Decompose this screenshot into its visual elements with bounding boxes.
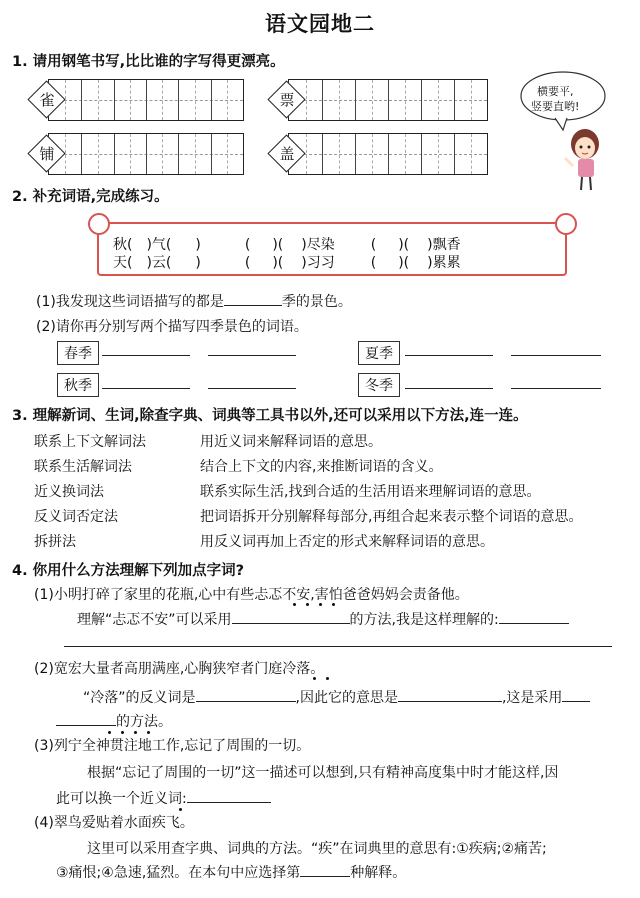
- grid-cell-divider: [322, 80, 323, 120]
- season-blank[interactable]: [224, 291, 282, 306]
- grid-cell-divider: [388, 134, 389, 174]
- method-right[interactable]: 把词语拆开分别解释每部分,再组合起来表示整个词语的意思。: [200, 509, 583, 525]
- bubble-line-1: 横要平,: [537, 85, 574, 98]
- q2-sub2: (2)请你再分别写两个描写四季景色的词语。: [36, 319, 308, 335]
- idiom-row-1: 秋( )气( ) ( )( )尽染 ( )( )飘香: [113, 237, 461, 253]
- corner-decoration: [88, 213, 110, 235]
- grid-cell-divider: [146, 134, 147, 174]
- grid-cell-divider: [146, 80, 147, 120]
- writing-grid-que[interactable]: [48, 79, 244, 121]
- answer-blank[interactable]: [398, 687, 502, 702]
- grid-cell-guide: [405, 80, 406, 120]
- grid-cell-divider: [114, 134, 115, 174]
- method-right[interactable]: 结合上下文的内容,来推断词语的含义。: [200, 459, 443, 475]
- grid-cell-divider: [421, 134, 422, 174]
- grid-cell-guide: [438, 80, 439, 120]
- q3-heading: 3. 理解新词、生词,除查字典、词典等工具书以外,还可以采用以下方法,连一连。: [12, 408, 528, 424]
- char-pu: 铺: [39, 145, 55, 163]
- grid-cell-guide: [195, 134, 196, 174]
- method-right[interactable]: 联系实际生活,找到合适的生活用语来理解词语的意思。: [200, 484, 541, 500]
- grid-cell-guide: [405, 134, 406, 174]
- grid-cell-divider: [81, 134, 82, 174]
- method-left[interactable]: 近义换词法: [34, 484, 104, 500]
- answer-line[interactable]: [64, 646, 612, 647]
- grid-cell-guide: [98, 134, 99, 174]
- method-right[interactable]: 用近义词来解释词语的意思。: [200, 434, 382, 450]
- grid-cell-divider: [211, 134, 212, 174]
- grid-cell-divider: [355, 134, 356, 174]
- answer-blank[interactable]: [300, 862, 350, 877]
- corner-decoration: [555, 213, 577, 235]
- grid-cell-guide: [372, 134, 373, 174]
- grid-cell-guide: [195, 80, 196, 120]
- grid-cell-guide: [162, 80, 163, 120]
- answer-blank[interactable]: [56, 711, 116, 726]
- grid-cell-divider: [355, 80, 356, 120]
- answer-line[interactable]: [405, 355, 493, 356]
- season-spring: 春季: [57, 341, 99, 365]
- q4-3-prompt: 根据“忘记了周围的一切”这一描述可以想到,只有精神高度集中时才能这样,因: [87, 765, 559, 781]
- q4-heading: 4. 你用什么方法理解下列加点字词?: [12, 563, 245, 579]
- grid-cell-guide: [438, 134, 439, 174]
- grid-cell-guide: [339, 134, 340, 174]
- method-right[interactable]: 用反义词再加上否定的形式来解释词语的意思。: [200, 534, 494, 550]
- grid-cell-guide: [130, 80, 131, 120]
- q2-heading: 2. 补充词语,完成练习。: [12, 189, 169, 205]
- q4-sentence-3: (3)列宁全神贯注地工作,忘记了周围的一切。: [34, 738, 311, 754]
- grid-cell-guide: [98, 80, 99, 120]
- grid-cell-guide: [471, 134, 472, 174]
- q4-4-prompt: 这里可以采用查字典、词典的方法。“疾”在词典里的意思有:①疾病;②痛苦;: [87, 841, 547, 857]
- answer-line[interactable]: [102, 388, 190, 389]
- grid-cell-divider: [81, 80, 82, 120]
- answer-line[interactable]: [511, 388, 601, 389]
- writing-grid-pu[interactable]: [48, 133, 244, 175]
- season-summer: 夏季: [358, 341, 400, 365]
- page-title: 语文园地二: [265, 12, 375, 36]
- q4-1-prompt: 理解“忐忑不安”可以采用 的方法,我是这样理解的:: [77, 609, 569, 629]
- q4-4-prompt-cont: ③痛恨;④急速,猛烈。在本句中应选择第 种解释。: [56, 862, 406, 882]
- grid-cell-divider: [211, 80, 212, 120]
- grid-cell-guide: [130, 134, 131, 174]
- method-left[interactable]: 拆拼法: [34, 534, 76, 550]
- grid-cell-guide: [227, 80, 228, 120]
- q4-sentence-4: (4)翠鸟爱贴着水面疾飞。: [34, 815, 194, 831]
- grid-cell-divider: [322, 134, 323, 174]
- method-left[interactable]: 联系生活解词法: [34, 459, 132, 475]
- q4-sentence-2: (2)宽宏大量者高朋满座,心胸狭窄者门庭冷落。: [34, 661, 325, 677]
- char-que: 雀: [39, 91, 55, 109]
- grid-cell-divider: [421, 80, 422, 120]
- grid-cell-divider: [454, 134, 455, 174]
- answer-line[interactable]: [208, 388, 296, 389]
- char-piao: 票: [279, 91, 295, 109]
- q2-sub1: (1)我发现这些词语描写的都是 季的景色。: [36, 291, 352, 311]
- grid-cell-divider: [454, 80, 455, 120]
- grid-cell-divider: [388, 80, 389, 120]
- writing-grid-piao[interactable]: [288, 79, 488, 121]
- grid-cell-divider: [178, 134, 179, 174]
- bubble-line-2: 竖要直哟!: [531, 100, 580, 113]
- grid-cell-guide: [372, 80, 373, 120]
- season-autumn: 秋季: [57, 373, 99, 397]
- q4-3-prompt-cont: 此可以换一个近义词:: [56, 788, 271, 808]
- writing-grid-gai[interactable]: [288, 133, 488, 175]
- method-left[interactable]: 联系上下文解词法: [34, 434, 146, 450]
- q4-2-prompt-cont: 的方法。: [56, 711, 172, 731]
- answer-blank[interactable]: [196, 687, 296, 702]
- grid-cell-guide: [471, 80, 472, 120]
- q4-2-prompt: “冷落”的反义词是 ,因此它的意思是 ,这是采用: [83, 687, 590, 707]
- grid-cell-guide: [162, 134, 163, 174]
- q1-heading: 1. 请用钢笔书写,比比谁的字写得更漂亮。: [12, 54, 285, 70]
- answer-line[interactable]: [102, 355, 190, 356]
- season-winter: 冬季: [358, 373, 400, 397]
- q4-sentence-1: (1)小明打碎了家里的花瓶,心中有些忐忑不安,害怕爸爸妈妈会责备他。: [34, 587, 469, 603]
- answer-line[interactable]: [208, 355, 296, 356]
- answer-blank[interactable]: [562, 687, 590, 702]
- grid-cell-guide: [339, 80, 340, 120]
- answer-line[interactable]: [511, 355, 601, 356]
- grid-cell-divider: [114, 80, 115, 120]
- answer-blank[interactable]: [232, 609, 350, 624]
- char-gai: 盖: [279, 145, 295, 163]
- method-left[interactable]: 反义词否定法: [34, 509, 118, 525]
- answer-line[interactable]: [405, 388, 493, 389]
- grid-cell-divider: [178, 80, 179, 120]
- answer-blank[interactable]: [499, 609, 569, 624]
- grid-cell-guide: [227, 134, 228, 174]
- idiom-row-2: 天( )云( ) ( )( )习习 ( )( )累累: [113, 255, 461, 271]
- answer-blank[interactable]: [187, 788, 271, 803]
